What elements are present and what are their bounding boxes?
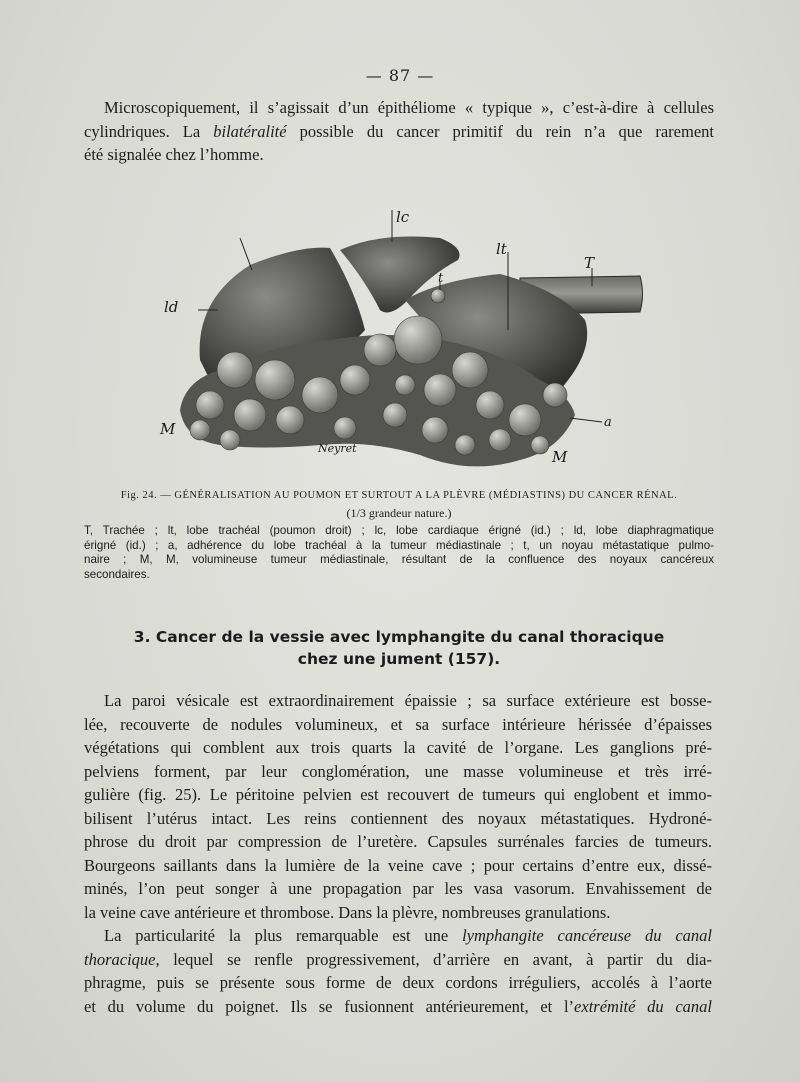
- body-line: minés, l’on peut songer à une propagation par les vasa vasorum. Envahissement de: [84, 879, 712, 898]
- metastatic-nodule: [431, 289, 445, 303]
- body-line: [84, 948, 712, 972]
- anatomical-figure: [140, 190, 660, 480]
- body-line: bilisent l’utérus intact. Les reins contiennent des noyaux métastatiques. Hydroné-: [84, 808, 712, 828]
- lung-pleura-illustration: [140, 190, 660, 480]
- intro-line-3: été signalée chez l’homme.: [84, 145, 264, 164]
- body-text-italic: lymphangite cancéreuse du canal: [462, 926, 712, 945]
- intro-line-2-italic: bilatéralité: [213, 121, 287, 141]
- section-heading-line-2: chez une jument (157).: [297, 650, 501, 668]
- body-line: phragme, puis se présente sous forme de deux cordons irréguliers, accolés à l’aorte: [84, 973, 712, 992]
- label-M-right: M: [552, 448, 568, 466]
- body-line: végétations qui comblent aux trois quarts la cavité de l’organe. Les ganglions pré-: [84, 738, 712, 757]
- body-line: pelviens forment, par leur conglomération, une masse volumineuse et très irré-: [84, 761, 712, 781]
- legend-line: T, Trachée ; lt, lobe trachéal (poumon droit) ; lc, lobe cardiaque érigné (id.) ; ld, lobe diaphragmatique: [84, 524, 714, 537]
- body-line: La paroi vésicale est extraordinairement épaissie ; sa surface extérieure est bosse-: [104, 691, 712, 710]
- legend-line: naire ; M, M, volumineuse tumeur médiastinale, résultant de la confluence des noyaux cancéreux: [84, 553, 714, 566]
- body-text-italic: extrémité du canal: [574, 996, 712, 1016]
- body-paragraph-2: [84, 924, 712, 1018]
- body-text: , lequel se renfle progressivement, d’arrière en avant, à partir du dia-: [155, 949, 712, 969]
- body-line: Bourgeons saillants dans la lumière de la veine cave ; pour certains d’entre eux, dissé-: [84, 855, 712, 875]
- label-lt: lt: [496, 240, 507, 258]
- figure-caption-title: Fig. 24. — GÉNÉRALISATION AU POUMON ET SURTOUT A LA PLÈVRE (MÉDIASTINS) DU CANCER RÉNAL.: [120, 490, 678, 501]
- legend-line: érigné (id.) ; a, adhérence du lobe trachéal à la tumeur médiastinale ; t, un noyau métastatique pulmo-: [84, 538, 714, 552]
- legend-line: secondaires.: [84, 567, 150, 581]
- figure-caption-scale: (1/3 grandeur nature.): [346, 506, 452, 520]
- artist-signature: Neyret: [318, 442, 357, 455]
- intro-paragraph: [84, 96, 714, 167]
- label-a: a: [604, 415, 612, 430]
- body-text: La particularité la plus remarquable est une: [104, 926, 463, 945]
- body-paragraph-1: [84, 689, 712, 924]
- page-number: — 87 —: [365, 66, 435, 85]
- intro-line-2: [84, 120, 714, 144]
- body-text: et du volume du poignet. Ils se fusionnent antérieurement, et l’: [84, 996, 575, 1016]
- label-T: T: [584, 254, 595, 272]
- body-line: gulière (fig. 25). Le péritoine pelvien est recouvert de tumeurs qui englobent et immo-: [84, 785, 712, 804]
- label-ld: ld: [164, 298, 179, 316]
- figure-legend: [84, 524, 714, 582]
- intro-line-1: Microscopiquement, il s’agissait d’un épithéliome « typique », c’est-à-dire à cellules: [104, 98, 714, 117]
- intro-line-2-b: possible du cancer primitif du rein n’a que rarement: [286, 121, 714, 141]
- body-line: phrose du droit par compression de l’uretère. Capsules surrénales farcies de tumeurs.: [84, 832, 712, 851]
- label-lc: lc: [396, 208, 410, 226]
- body-line: lée, recouverte de nodules volumineux, et sa surface intérieure hérissée d’épaisses: [84, 714, 712, 734]
- intro-line-2-a: cylindriques. La: [84, 121, 214, 141]
- label-t: t: [438, 271, 444, 286]
- body-line: la veine cave antérieure et thrombose. Dans la plèvre, nombreuses granulations.: [84, 902, 611, 922]
- body-text-italic: thoracique: [84, 949, 156, 969]
- section-heading-line-1: 3. Cancer de la vessie avec lymphangite du canal thoracique: [133, 628, 665, 646]
- body-line: [84, 995, 712, 1019]
- body-line: [84, 924, 712, 948]
- label-M-left: M: [160, 420, 176, 438]
